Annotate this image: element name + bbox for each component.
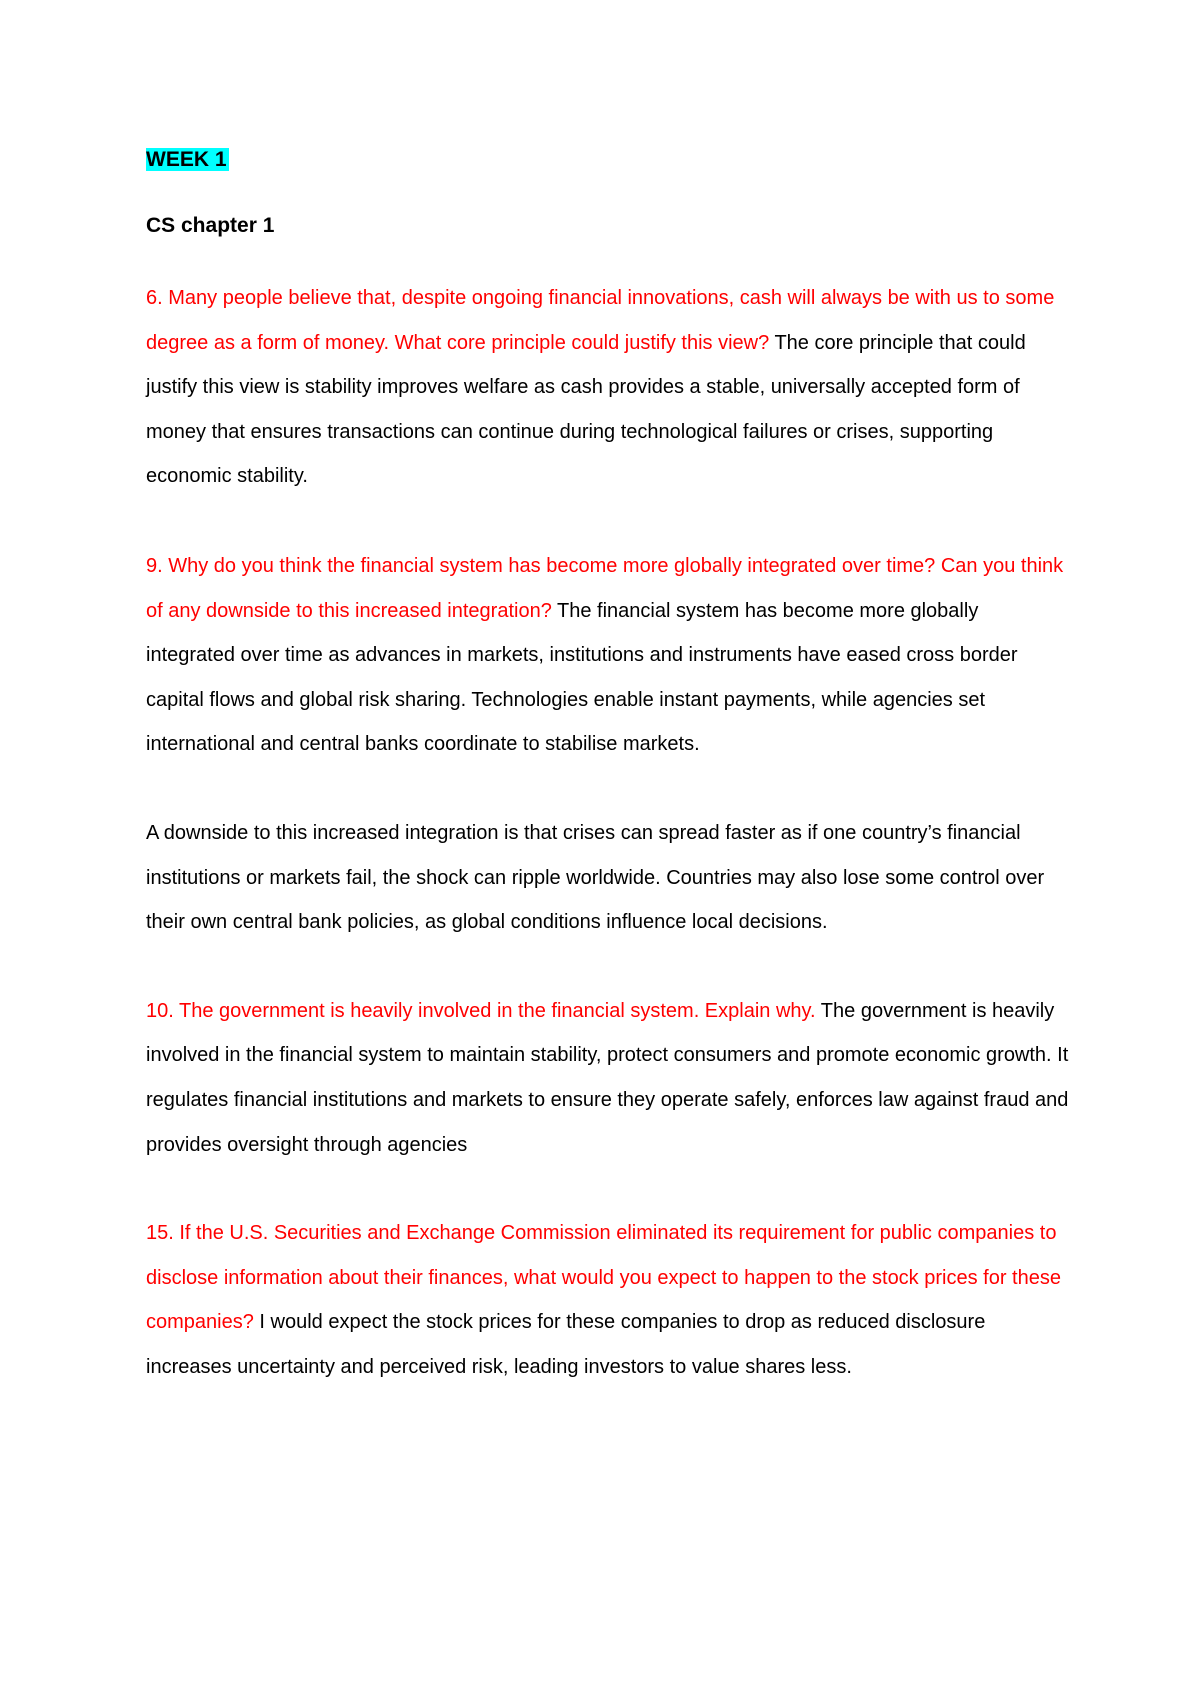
- chapter-heading: CS chapter 1: [146, 214, 275, 237]
- answer-9-text: The financial system has become more globally integrated over time as advances in markets, institutions and instruments have eased cross border capital flows and global risk sharing. Technologies enable instant payments, while agencies set international and central banks coordinate to stabilise markets.: [146, 599, 1018, 756]
- week-heading: [146, 145, 1070, 175]
- answer-6-text: The core principle that could justify this view is stability improves welfare as cash provides a stable, universally accepted form of money that ensures transactions can continue during technological failures or crises, supporting economic stability.: [146, 331, 1026, 488]
- answer-10-text: The government is heavily involved in the financial system to maintain stability, protect consumers and promote economic growth. It regulates financial institutions and markets to ensure they operate safely, enforces law against fraud and provides oversight through agencies: [146, 999, 1069, 1156]
- question-15-text: 15. If the U.S. Securities and Exchange Commission eliminated its requirement for public companies to disclose information about their finances, what would you expect to happen to the stock prices for these companies?: [146, 1222, 1061, 1334]
- question-15-paragraph: [146, 1211, 1070, 1389]
- question-9-text: 9. Why do you think the financial system has become more globally integrated over time? Can you think of any downside to this increased integration?: [146, 554, 1064, 622]
- question-6-text: 6. Many people believe that, despite ongoing financial innovations, cash will always be with us to some degree as a form of money. What core principle could justify this view?: [146, 287, 1055, 354]
- answer-9-continuation-paragraph: [146, 811, 1070, 945]
- answer-9-continuation-text: A downside to this increased integration is that crises can spread faster as if one country’s financial institutions or markets fail, the shock can ripple worldwide. Countries may also lose some control over their own central bank policies, as global conditions influence local decisions.: [146, 821, 1045, 934]
- question-10-paragraph: [146, 989, 1070, 1167]
- question-10-text: 10. The government is heavily involved in the financial system. Explain why.: [146, 999, 816, 1022]
- answer-15-text: I would expect the stock prices for these companies to drop as reduced disclosure increases uncertainty and perceived risk, leading investors to value shares less.: [146, 1311, 986, 1378]
- document-page: [146, 145, 1070, 1389]
- question-9-paragraph: [146, 544, 1070, 767]
- week-heading-highlight: WEEK 1: [146, 148, 227, 171]
- question-6-paragraph: [146, 276, 1070, 499]
